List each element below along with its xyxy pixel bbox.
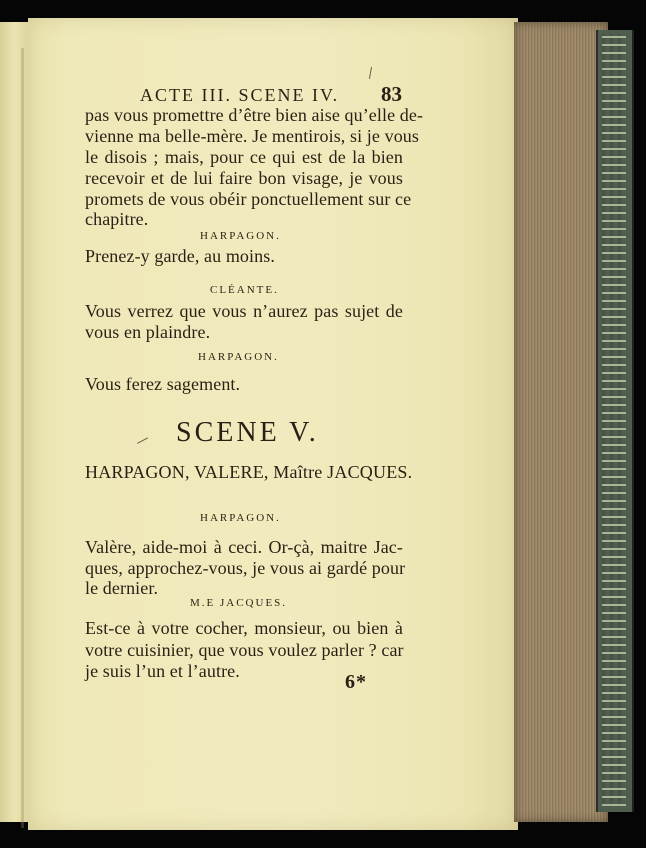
book-binding (596, 30, 634, 812)
speaker-label: CLÉANTE. (210, 284, 279, 296)
scene-heading: SCENE V. (176, 417, 319, 448)
signature-mark: 6* (345, 671, 367, 693)
text-line: pas vous promettre d’être bien aise qu’elle de- (85, 105, 424, 125)
text-line: le disois ; mais, pour ce qui est de la bien (85, 147, 403, 167)
binding-pattern (602, 34, 626, 806)
text-line: promets de vous obéir ponctuellement sur ce (85, 189, 412, 209)
speaker-label: HARPAGON. (200, 230, 281, 242)
speaker-label: HARPAGON. (200, 512, 281, 524)
text-line: Valère, aide-moi à ceci. Or-çà, maitre Jac- (85, 537, 403, 557)
text-line: Vous verrez que vous n’aurez pas sujet de (85, 301, 403, 321)
text-line: chapitre. (85, 209, 149, 229)
text-line: votre cuisinier, que vous voulez parler ? car (85, 640, 404, 660)
text-line: le dernier. (85, 578, 159, 598)
text-line: ques, approchez-vous, je vous ai gardé pour (85, 558, 406, 578)
text-line: Prenez-y garde, au moins. (85, 246, 275, 266)
speaker-label: M.E JACQUES. (190, 597, 288, 609)
page-edges (514, 22, 608, 822)
text-line: vous en plaindre. (85, 322, 211, 342)
text-line: je suis l’un et l’autre. (85, 661, 240, 681)
speaker-label: HARPAGON. (198, 351, 279, 363)
text-line: Vous ferez sagement. (85, 374, 241, 394)
page-number: 83 (381, 82, 402, 106)
scene-cast: HARPAGON, VALERE, Maître JACQUES. (85, 462, 413, 482)
text-line: Est-ce à votre cocher, monsieur, ou bien à (85, 618, 403, 638)
text-line: vienne ma belle-mère. Je mentirois, si je vous (85, 126, 420, 146)
text-line: recevoir et de lui faire bon visage, je vous (85, 168, 403, 188)
running-header: ACTE III. SCENE IV. (140, 85, 340, 105)
left-page-fold (21, 48, 24, 828)
